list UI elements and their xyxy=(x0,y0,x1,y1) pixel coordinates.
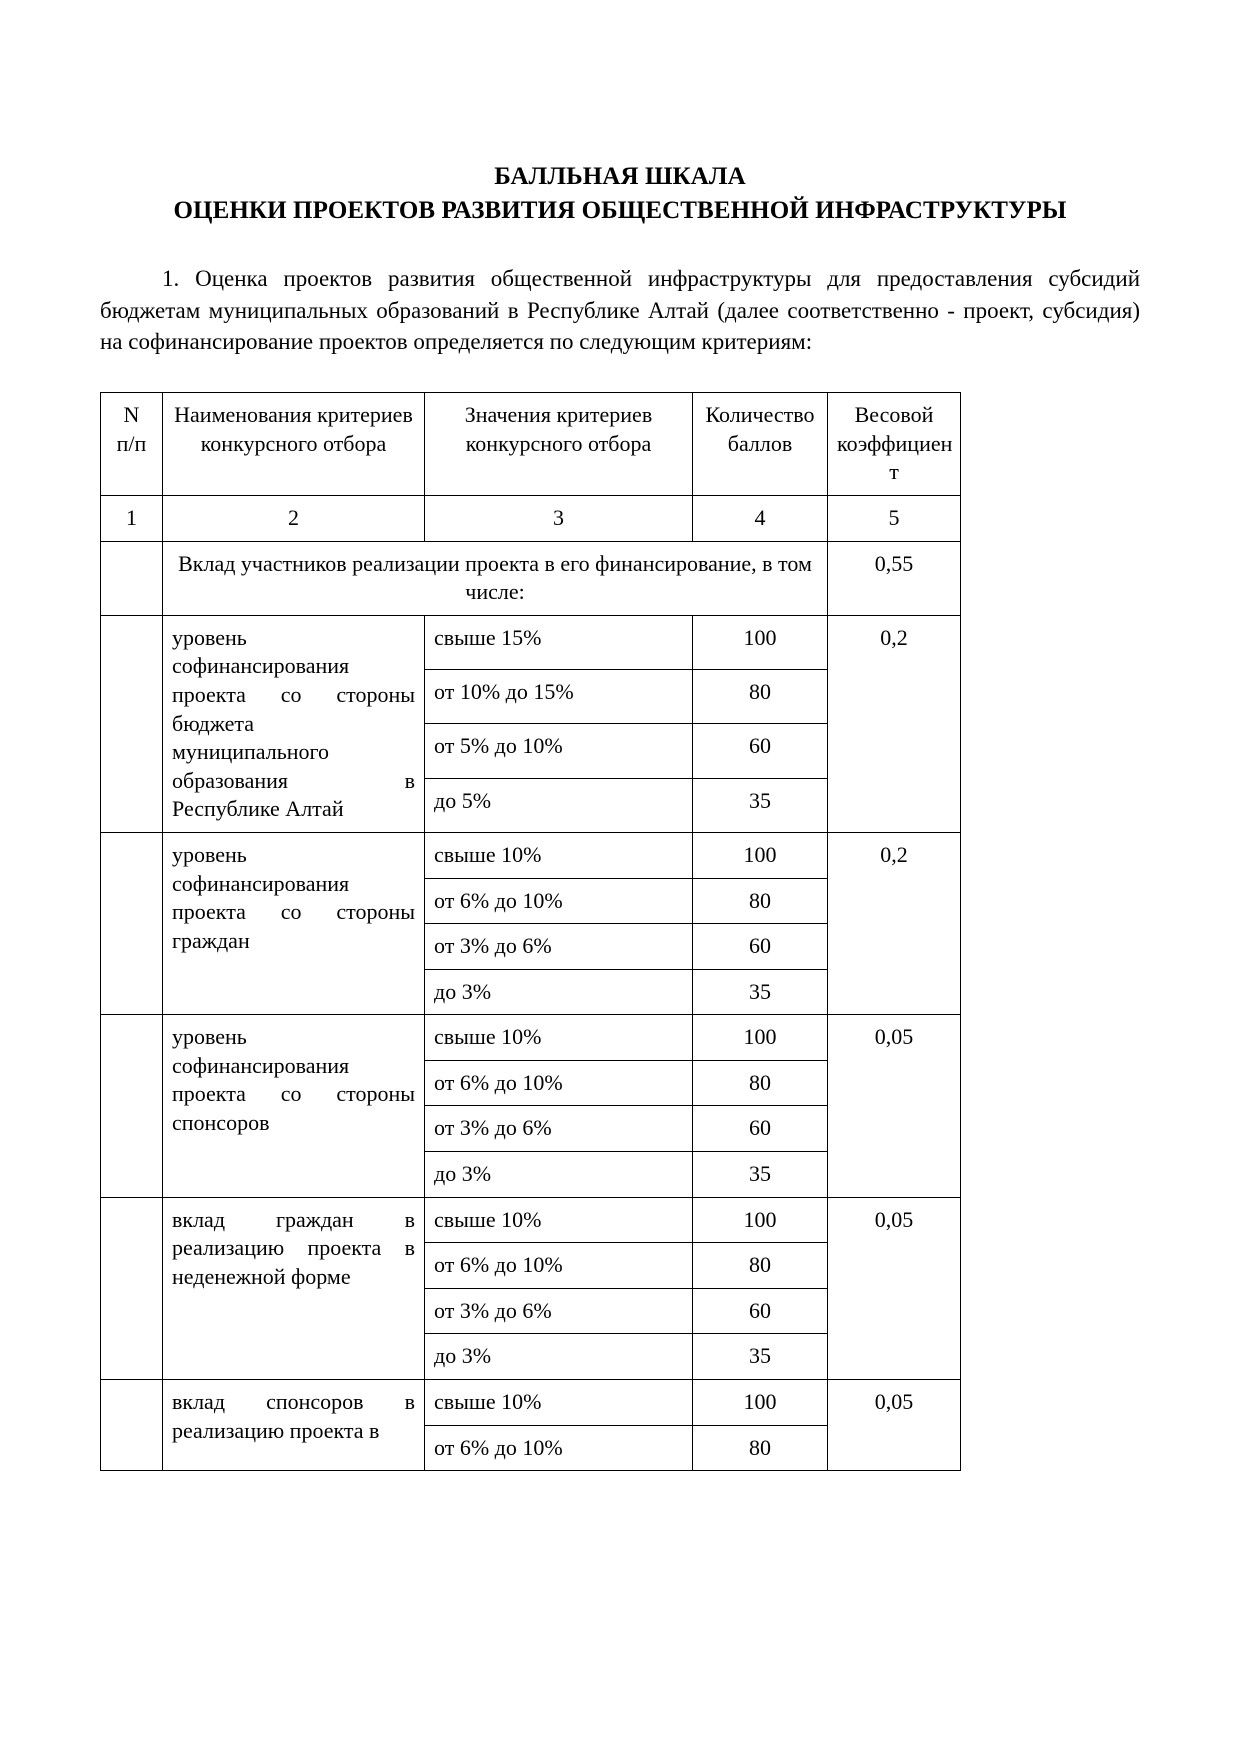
criterion-value-cell: до 3% xyxy=(425,1334,693,1380)
criterion-score-cell: 100 xyxy=(693,1380,828,1426)
criterion-value-cell: от 5% до 10% xyxy=(425,724,693,778)
criterion-score-cell: 80 xyxy=(693,878,828,924)
criterion-value-cell: до 5% xyxy=(425,778,693,832)
criterion-number-cell xyxy=(101,1380,163,1471)
criterion-value-cell: от 3% до 6% xyxy=(425,924,693,970)
criterion-score-cell: 35 xyxy=(693,1334,828,1380)
column-number-5: 5 xyxy=(828,495,961,541)
group-number-cell xyxy=(101,541,163,615)
criterion-value-cell: от 6% до 10% xyxy=(425,878,693,924)
header-weight-line3: т xyxy=(889,459,899,485)
header-weight-line2: коэффициен xyxy=(837,430,953,456)
group-weight-cell: 0,55 xyxy=(828,541,961,615)
criterion-value-cell: от 6% до 10% xyxy=(425,1243,693,1289)
criterion-value-cell: до 3% xyxy=(425,1152,693,1198)
criterion-name-cell: уровень софинансирования проекта со стороны граждан xyxy=(163,832,425,1014)
header-cell-score: Количество баллов xyxy=(693,393,828,496)
criterion-score-cell: 80 xyxy=(693,670,828,724)
header-cell-weight xyxy=(828,393,961,496)
criterion-score-cell: 100 xyxy=(693,1197,828,1243)
criterion-score-cell: 60 xyxy=(693,1288,828,1334)
criterion-value-cell: свыше 10% xyxy=(425,1197,693,1243)
table-header-row xyxy=(101,393,961,496)
criterion-weight-cell: 0,2 xyxy=(828,832,961,1014)
criterion-score-cell: 80 xyxy=(693,1425,828,1471)
criterion-number-cell xyxy=(101,615,163,832)
criterion-weight-cell: 0,05 xyxy=(828,1015,961,1197)
criterion-value-cell: от 3% до 6% xyxy=(425,1288,693,1334)
criterion-value-cell: от 6% до 10% xyxy=(425,1060,693,1106)
criterion-score-cell: 35 xyxy=(693,969,828,1015)
table-row xyxy=(101,832,961,878)
page-title xyxy=(100,160,1140,227)
header-weight-line1: Весовой xyxy=(854,402,934,428)
criterion-value-cell: до 3% xyxy=(425,969,693,1015)
criterion-score-cell: 80 xyxy=(693,1243,828,1289)
criterion-number-cell xyxy=(101,1015,163,1197)
table-column-number-row xyxy=(101,495,961,541)
column-number-4: 4 xyxy=(693,495,828,541)
criterion-score-cell: 100 xyxy=(693,615,828,669)
criterion-score-cell: 100 xyxy=(693,832,828,878)
criterion-score-cell: 60 xyxy=(693,724,828,778)
column-number-3: 3 xyxy=(425,495,693,541)
table-row xyxy=(101,615,961,669)
header-n-line2: п/п xyxy=(116,430,147,456)
criterion-name-cell: вклад граждан в реализацию проекта в неденежной форме xyxy=(163,1197,425,1379)
criterion-value-cell: свыше 10% xyxy=(425,1380,693,1426)
criterion-score-cell: 80 xyxy=(693,1060,828,1106)
table-row xyxy=(101,1380,961,1426)
criterion-value-cell: свыше 15% xyxy=(425,615,693,669)
criterion-value-cell: от 10% до 15% xyxy=(425,670,693,724)
table-row xyxy=(101,1015,961,1061)
title-line-2: ОЦЕНКИ ПРОЕКТОВ РАЗВИТИЯ ОБЩЕСТВЕННОЙ ИНФРАСТРУКТУРЫ xyxy=(173,196,1067,224)
column-number-1: 1 xyxy=(101,495,163,541)
criterion-score-cell: 35 xyxy=(693,1152,828,1198)
criterion-weight-cell: 0,2 xyxy=(828,615,961,832)
header-cell-criteria-value: Значения критериев конкурсного отбора xyxy=(425,393,693,496)
criteria-table xyxy=(100,392,961,1471)
criterion-name-cell: вклад спонсоров в реализацию проекта в xyxy=(163,1380,425,1471)
criterion-score-cell: 35 xyxy=(693,778,828,832)
criterion-value-cell: свыше 10% xyxy=(425,1015,693,1061)
table-row-group-header xyxy=(101,541,961,615)
header-n-line1: N xyxy=(123,402,140,428)
title-line-1: БАЛЛЬНАЯ ШКАЛА xyxy=(494,163,746,190)
intro-paragraph: 1. Оценка проектов развития общественной инфраструктуры для предоставления субсидий бюджетам муниципальных образований в Республике Алтай (далее соответственно - проект, субсидия) на софинансирование проектов определяется по следующим критериям: xyxy=(100,266,1140,355)
criterion-score-cell: 60 xyxy=(693,924,828,970)
column-number-2: 2 xyxy=(163,495,425,541)
criterion-weight-cell: 0,05 xyxy=(828,1380,961,1471)
criterion-name-cell: уровень софинансирования проекта со стороны спонсоров xyxy=(163,1015,425,1197)
group-title-cell: Вклад участников реализации проекта в его финансирование, в том числе: xyxy=(163,541,828,615)
criterion-name-cell: уровень софинансирования проекта со стороны бюджета муниципального образования в Республике Алтай xyxy=(163,615,425,832)
criterion-score-cell: 60 xyxy=(693,1106,828,1152)
table-row xyxy=(101,1197,961,1243)
criterion-number-cell xyxy=(101,1197,163,1379)
criterion-number-cell xyxy=(101,832,163,1014)
header-cell-criteria-name: Наименования критериев конкурсного отбора xyxy=(163,393,425,496)
criterion-score-cell: 100 xyxy=(693,1015,828,1061)
criterion-value-cell: от 6% до 10% xyxy=(425,1425,693,1471)
criterion-value-cell: свыше 10% xyxy=(425,832,693,878)
header-cell-number xyxy=(101,393,163,496)
criterion-value-cell: от 3% до 6% xyxy=(425,1106,693,1152)
criterion-weight-cell: 0,05 xyxy=(828,1197,961,1379)
